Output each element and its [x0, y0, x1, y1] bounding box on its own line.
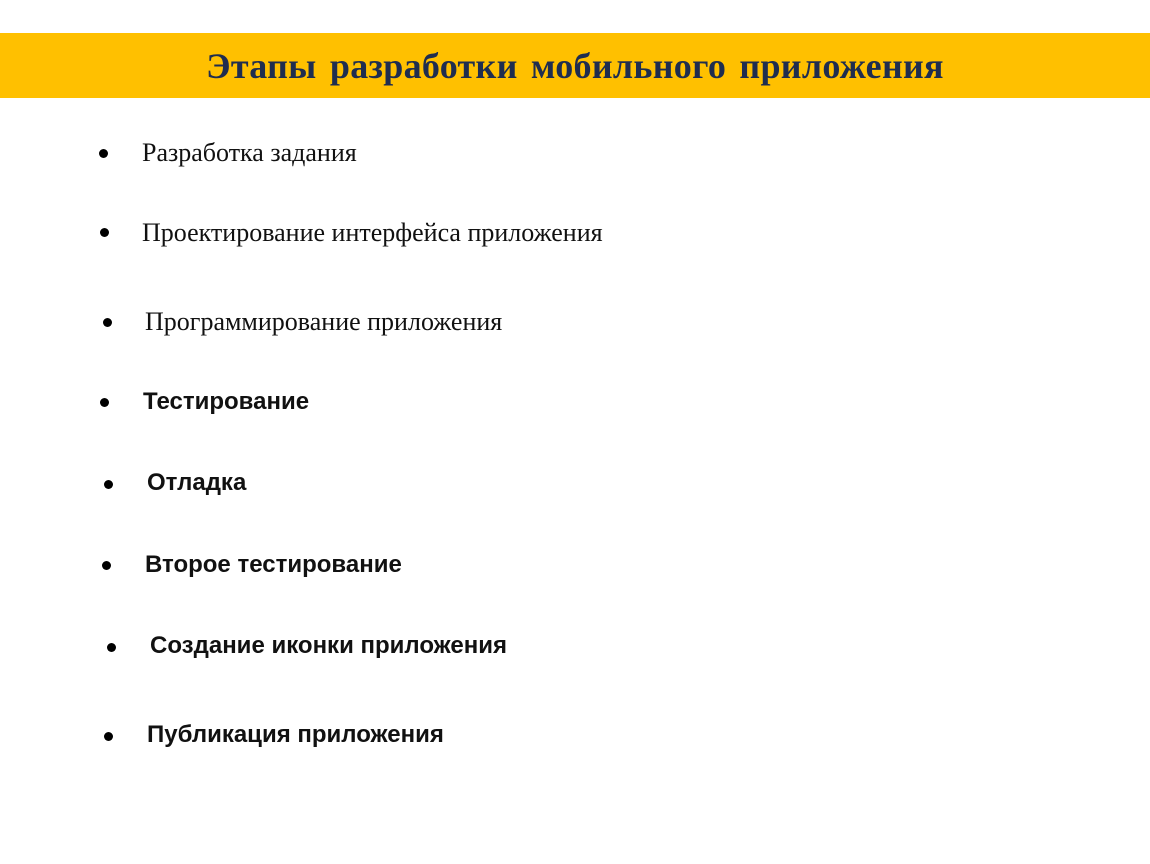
bullet-icon: [103, 318, 112, 327]
bullet-icon: [104, 732, 113, 741]
list-item: Разработка задания: [142, 138, 357, 167]
list-item: Тестирование: [143, 388, 310, 415]
bullet-icon: [99, 149, 108, 158]
bullet-icon: [100, 398, 109, 407]
list-item: Создание иконки приложения: [150, 632, 507, 659]
list-item: Программирование приложения: [145, 307, 503, 336]
bullet-icon: [100, 228, 109, 237]
list-item: Публикация приложения: [147, 721, 444, 748]
title-bar: [0, 33, 1150, 98]
page-title: Этапы разработки мобильного приложения: [206, 45, 944, 86]
list-item: Отладка: [147, 469, 247, 496]
bullet-icon: [107, 643, 116, 652]
list-item: Проектирование интерфейса приложения: [142, 218, 603, 247]
bullet-icon: [104, 480, 113, 489]
list-item: Второе тестирование: [145, 551, 402, 578]
bullet-icon: [102, 561, 111, 570]
